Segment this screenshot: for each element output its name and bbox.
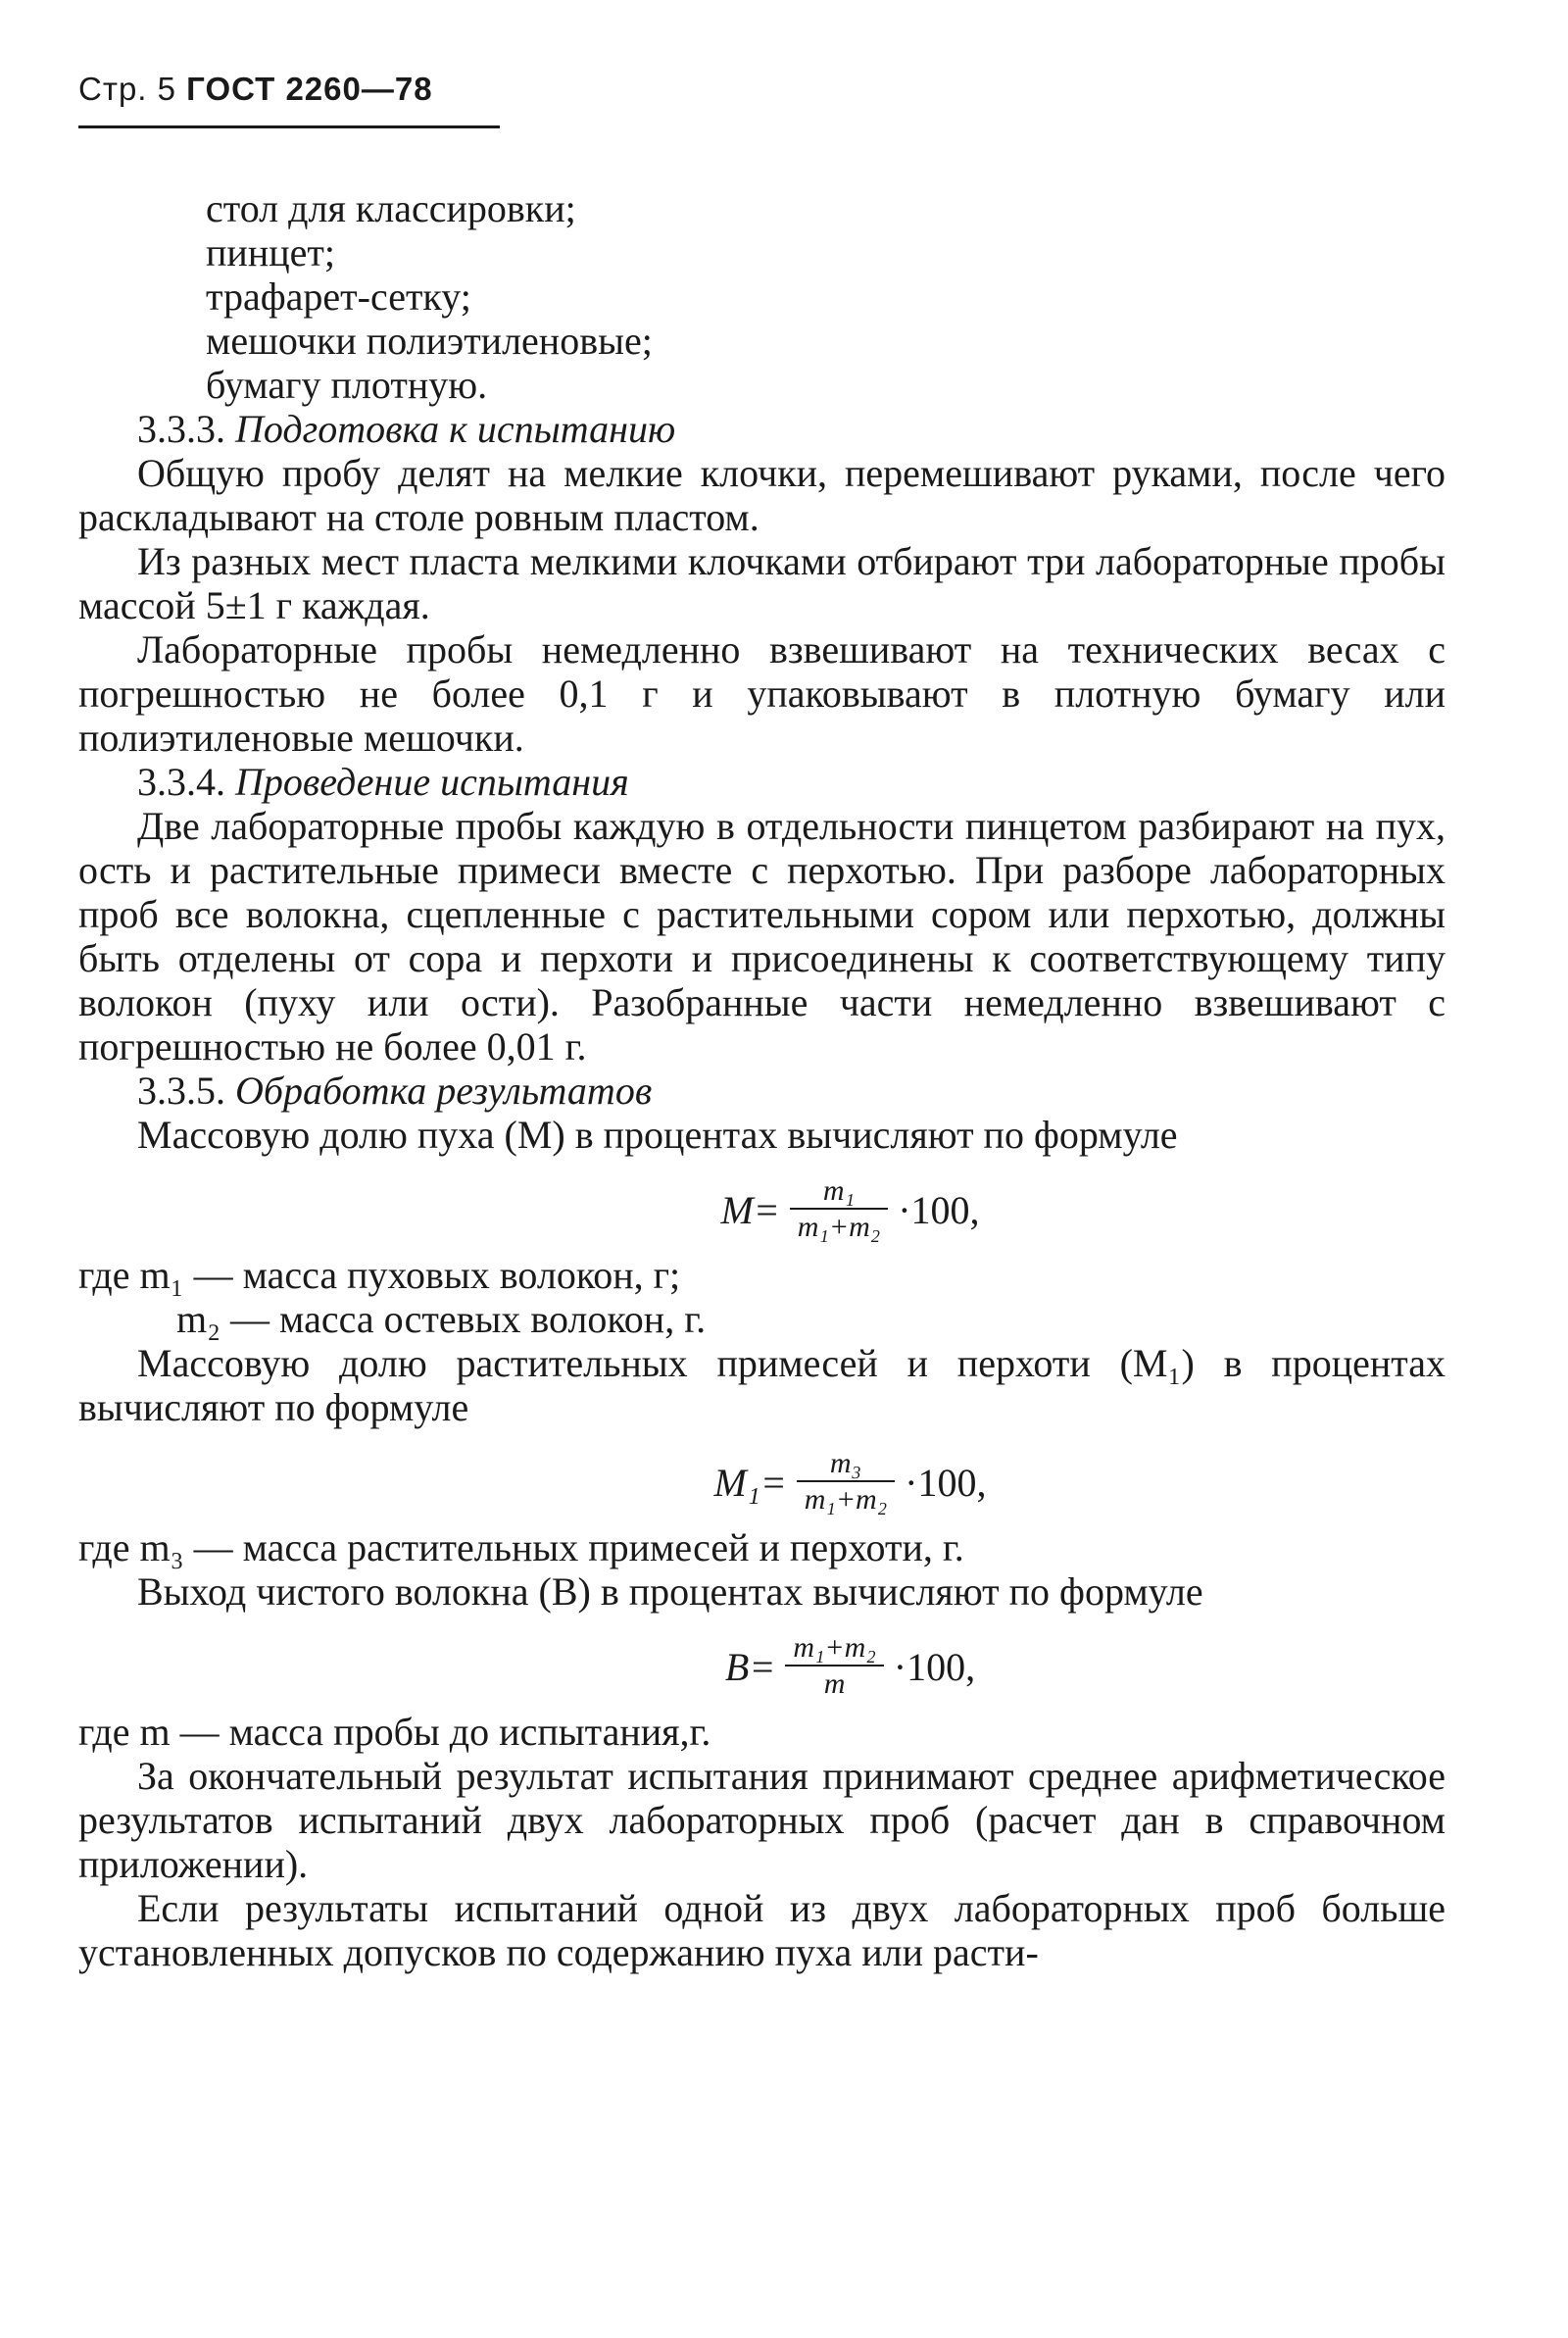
page-number: Стр. 5: [78, 71, 176, 107]
fraction: [797, 1447, 895, 1517]
list-item: пинцет;: [206, 230, 335, 274]
where-clause: m₂ — масса остевых волокон, г.: [176, 1297, 707, 1341]
section-heading-335: 3.3.5. Обработка результатов: [137, 1069, 653, 1113]
where-clause: где m₁ — масса пуховых волокон, г;: [78, 1253, 681, 1297]
list-item: стол для классировки;: [206, 186, 576, 230]
paragraph: Лабораторные пробы немедленно взвешивают на технических весах с погрешностью не более 0,1 г и упаковывают в плотную бумагу или полиэтиленовые мешочки.: [78, 627, 1446, 760]
formula-lhs: М₁=: [713, 1460, 787, 1505]
denominator: m: [823, 1667, 846, 1700]
paragraph: Массовую долю пуха (М) в процентах вычисляют по формуле: [137, 1113, 1178, 1157]
formula-tail: ·100,: [898, 1187, 980, 1232]
denominator: m₁+m₂: [804, 1483, 888, 1516]
numerator: m₁+m₂: [793, 1631, 876, 1664]
paragraph: Массовую долю растительных примесей и перхоти (М₁) в процентах вычисляют по формуле: [78, 1341, 1446, 1429]
fraction: [785, 1631, 883, 1702]
paragraph: Две лабораторные пробы каждую в отдельности пинцетом разбирают на пух, ость и растительные примеси вместе с перхотью. При разборе лабораторных проб все волокна, сцепленные с растительными сором или перхотью, должны быть отделены от сора и перхоти и присоединены к соответствующему типу волокон (пуху или ости). Разобранные части немедленно взвешивают с погрешностью не более 0,01 г.: [78, 804, 1446, 1069]
list-item: бумагу плотную.: [206, 363, 488, 407]
standard-code: ГОСТ 2260—78: [186, 71, 433, 107]
numerator: m₁: [822, 1174, 856, 1207]
formula-impurities-fraction: [78, 1447, 1446, 1517]
paragraph: За окончательный результат испытания принимают среднее арифметическое результатов испытаний двух лабораторных проб (расчет дан в справочном приложении).: [78, 1754, 1446, 1886]
document-body: [78, 186, 1446, 1974]
header-rule: [78, 125, 500, 128]
formula-lhs: М=: [720, 1187, 780, 1232]
list-item: мешочки полиэтиленовые;: [206, 319, 653, 363]
paragraph: Из разных мест пласта мелкими клочками отбирают три лабораторные пробы массой 5±1 г каждая.: [78, 539, 1446, 627]
paragraph: Если результаты испытаний одной из двух лабораторных проб больше установленных допусков по содержанию пуха или расти-: [78, 1886, 1446, 1974]
formula-tail: ·100,: [905, 1460, 987, 1505]
where-clause: где m — масса пробы до испытания,г.: [78, 1710, 711, 1754]
formula-lhs: В=: [724, 1644, 776, 1689]
list-item: трафарет-сетку;: [206, 274, 471, 319]
formula-tail: ·100,: [893, 1644, 976, 1689]
paragraph: Общую пробу делят на мелкие клочки, перемешивают руками, после чего раскладывают на столе ровным пластом.: [78, 451, 1446, 539]
equipment-list: [78, 186, 1446, 407]
where-clause: где m₃ — масса растительных примесей и перхоти, г.: [78, 1525, 964, 1569]
section-heading-334: 3.3.4. Проведение испытания: [137, 760, 629, 804]
paragraph: Выход чистого волокна (В) в процентах вычисляют по формуле: [137, 1569, 1203, 1614]
formula-clean-fiber-yield: [78, 1631, 1446, 1702]
denominator: m₁+m₂: [797, 1211, 881, 1243]
page-header: [78, 71, 433, 108]
section-heading-333: 3.3.3. Подготовка к испытанию: [137, 407, 676, 451]
fraction: [790, 1174, 888, 1245]
numerator: m₃: [829, 1447, 861, 1479]
formula-down-fraction: [78, 1174, 1446, 1245]
